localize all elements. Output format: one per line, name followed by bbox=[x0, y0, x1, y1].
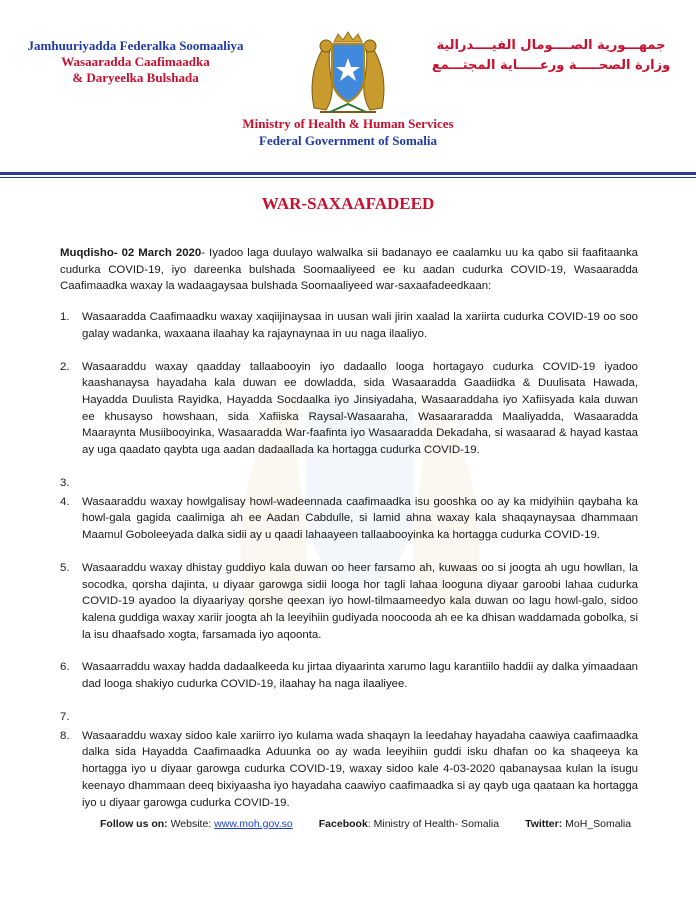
list-item-text: Wasaaraddu waxay howlgalisay howl-wadeennada caafimaadka isu gooshka oo ay ka midyihiin qaybaha ka howl-gala gagida caalimiga ah ee Aadan Cabdulle, si lamid ahna waxay kala shaqaynaysaa dhammaan Maamul Goboleeyada dalka sidii ay u qaadi lahaayeen tallaabooyinka ka hortagga cudurka COVID-19. bbox=[82, 495, 638, 542]
list-item-number: 3. bbox=[60, 476, 70, 489]
list-item bbox=[60, 494, 638, 544]
numbered-list bbox=[60, 309, 638, 811]
header-left-somali bbox=[8, 38, 263, 86]
ministry-line-1: Ministry of Health & Human Services bbox=[242, 116, 454, 131]
list-item-text: Wasaaraddu waxay qaadday tallaabooyin iyo dadaallo looga hortagayo cudurka COVID-19 iyadoo kaashanaysa hayadaha kala duwan ee dowladda, sida Wasaaradda Gaadiidka & Duulisata Hawada, Hayadda Duulista Rayidka, Hayadda Socdaalka iyo Jinsiyadaha, Wasaaraddaha iyo Xafiisyada kala duwan ee khusayso howshaan, sida Xafiiska Raysal-Wasaaraha, Wasaararadda Maaliyadda, Wasaaradda Maaraynta Musiibooyinka, Wasaaradda War-faafinta iyo Wasaaradda Dekadaha, si wasaarad & hayad kastaa ay uga qaadato qaybta uga aadan dadaallada ka hortagga cudurka COVID-19. bbox=[82, 360, 638, 457]
list-item-number: 6. bbox=[60, 661, 70, 674]
footer-contacts bbox=[100, 818, 660, 830]
list-item bbox=[60, 659, 638, 692]
list-item bbox=[60, 709, 638, 725]
list-item-number: 7. bbox=[60, 710, 70, 723]
footer-follow-label: Follow us on: bbox=[100, 818, 168, 830]
list-item-number: 8. bbox=[60, 729, 70, 742]
list-item bbox=[60, 309, 638, 342]
list-item-text: Wasaaradda Caafimaadku waxay xaqiijinaysaa in uusan wali jirin xaalad la xariirta cudurka COVID-19 oo soo galay wadanka, waxaana ilaahay ka rajaynaynaa in uu naga ilaaliyo. bbox=[82, 311, 638, 340]
website-link[interactable]: www.moh.gov.so bbox=[214, 818, 293, 830]
page-title: WAR-SAXAAFADEED bbox=[261, 194, 435, 213]
intro-text: - Iyadoo laga duulayo walwalka sii badanayo ee caalamku uu ka qabo sii faafitaanka cudurka COVID-19, iyo dareenka bulshada Soomaaliyeed ee ku aadan cudurka COVID-19, Wasaaradda Caafimaadka waxay la wadaagaysaa bulshada Soomaaliyeed war-saxaafadeedkaan: bbox=[60, 247, 639, 293]
ministry-title bbox=[0, 115, 696, 149]
list-item-number: 1. bbox=[60, 311, 70, 324]
coat-of-arms-icon bbox=[300, 28, 396, 118]
list-item-number: 2. bbox=[60, 360, 70, 373]
list-item bbox=[60, 359, 638, 459]
header-divider bbox=[0, 172, 696, 175]
footer-website-label: Website: bbox=[170, 818, 212, 830]
header-right-arabic bbox=[426, 36, 676, 76]
list-item-text: Wasaarraddu waxay hadda dadaalkeeda ku jirtaa diyaarinta xarumo lagu karantiilo haddii ay dalka yimaadaan dad looga shakiyo cudurka COVID-19, ilaahay ha naga ilaaliyee. bbox=[82, 661, 638, 691]
header-left-line-2: Wasaaradda Caafimaadka bbox=[61, 54, 210, 69]
footer-twitter-label: Twitter: bbox=[525, 818, 563, 830]
list-item bbox=[60, 475, 638, 491]
list-item-text: Wasaaraddu waxay sidoo kale xariirro iyo kulama wada shaqayn la leedahay hayadaha caawiya caafimaadka dalka sida Hayadda Caafimaadka Aduunka oo ay wada leeyihiin guddi isku dhafan oo ka shaqeeya ka hortagga iyo u diyaar garowga cudurka COVID-19, waxay sidoo kale 4-03-2020 qabanaysaa kulan la isugu keenayo dhammaan deeq bixiyaasha iyo hayadaha caawiyo caafimaadka si ay qayb uga qaataan ka hortagga iyo u diyaar garowga cudurka COVID-19. bbox=[82, 729, 638, 809]
list-item-number: 5. bbox=[60, 561, 70, 574]
press-release-body bbox=[60, 245, 638, 827]
list-item-text: Wasaaraddu waxay dhistay guddiyo kala duwan oo heer farsamo ah, kuwaas oo si joogta ah ugu howllan, la socodka, qorsha dajinta, u diyaar garowga sidii looga hor tagli lahaa looguna diyaar garoobi lahaa cudurka COVID-19 ayadoo la diyaariyay qorshe qeexan iyo howl-tilmaameedyo kala duwan oo lagu howl-galo, sidoo kalena guddiga waxay xariir joogta ah la leeyihiin gudiyada noocooda ah ee ka dhisan waddamada gobolka, si la isu dhaafsado xogta, farsamada iyo aqoonta. bbox=[82, 561, 638, 641]
list-item bbox=[60, 728, 638, 812]
header-left-line-3: & Daryeelka Bulshada bbox=[72, 70, 199, 85]
header-right-line-1: جمهـــورية الصــــومال الفيــــدرالية bbox=[436, 38, 666, 53]
ministry-line-2: Federal Government of Somalia bbox=[259, 133, 437, 148]
header-divider-thin bbox=[0, 177, 696, 178]
twitter-link[interactable]: MoH_Somalia bbox=[565, 818, 632, 830]
list-item bbox=[60, 560, 638, 644]
intro-date: Muqdisho- 02 March 2020 bbox=[60, 247, 202, 259]
list-item-number: 4. bbox=[60, 495, 70, 508]
footer-facebook-label: Facebook bbox=[318, 818, 368, 830]
header-left-line-1: Jamhuuriyadda Federalka Soomaaliya bbox=[27, 38, 244, 53]
facebook-link[interactable]: : Ministry of Health- Somalia bbox=[367, 818, 500, 830]
header-right-line-2: وزارة الصحـــــة ورعـــــاية المجتـــمع bbox=[431, 58, 671, 73]
intro-paragraph bbox=[60, 245, 638, 295]
